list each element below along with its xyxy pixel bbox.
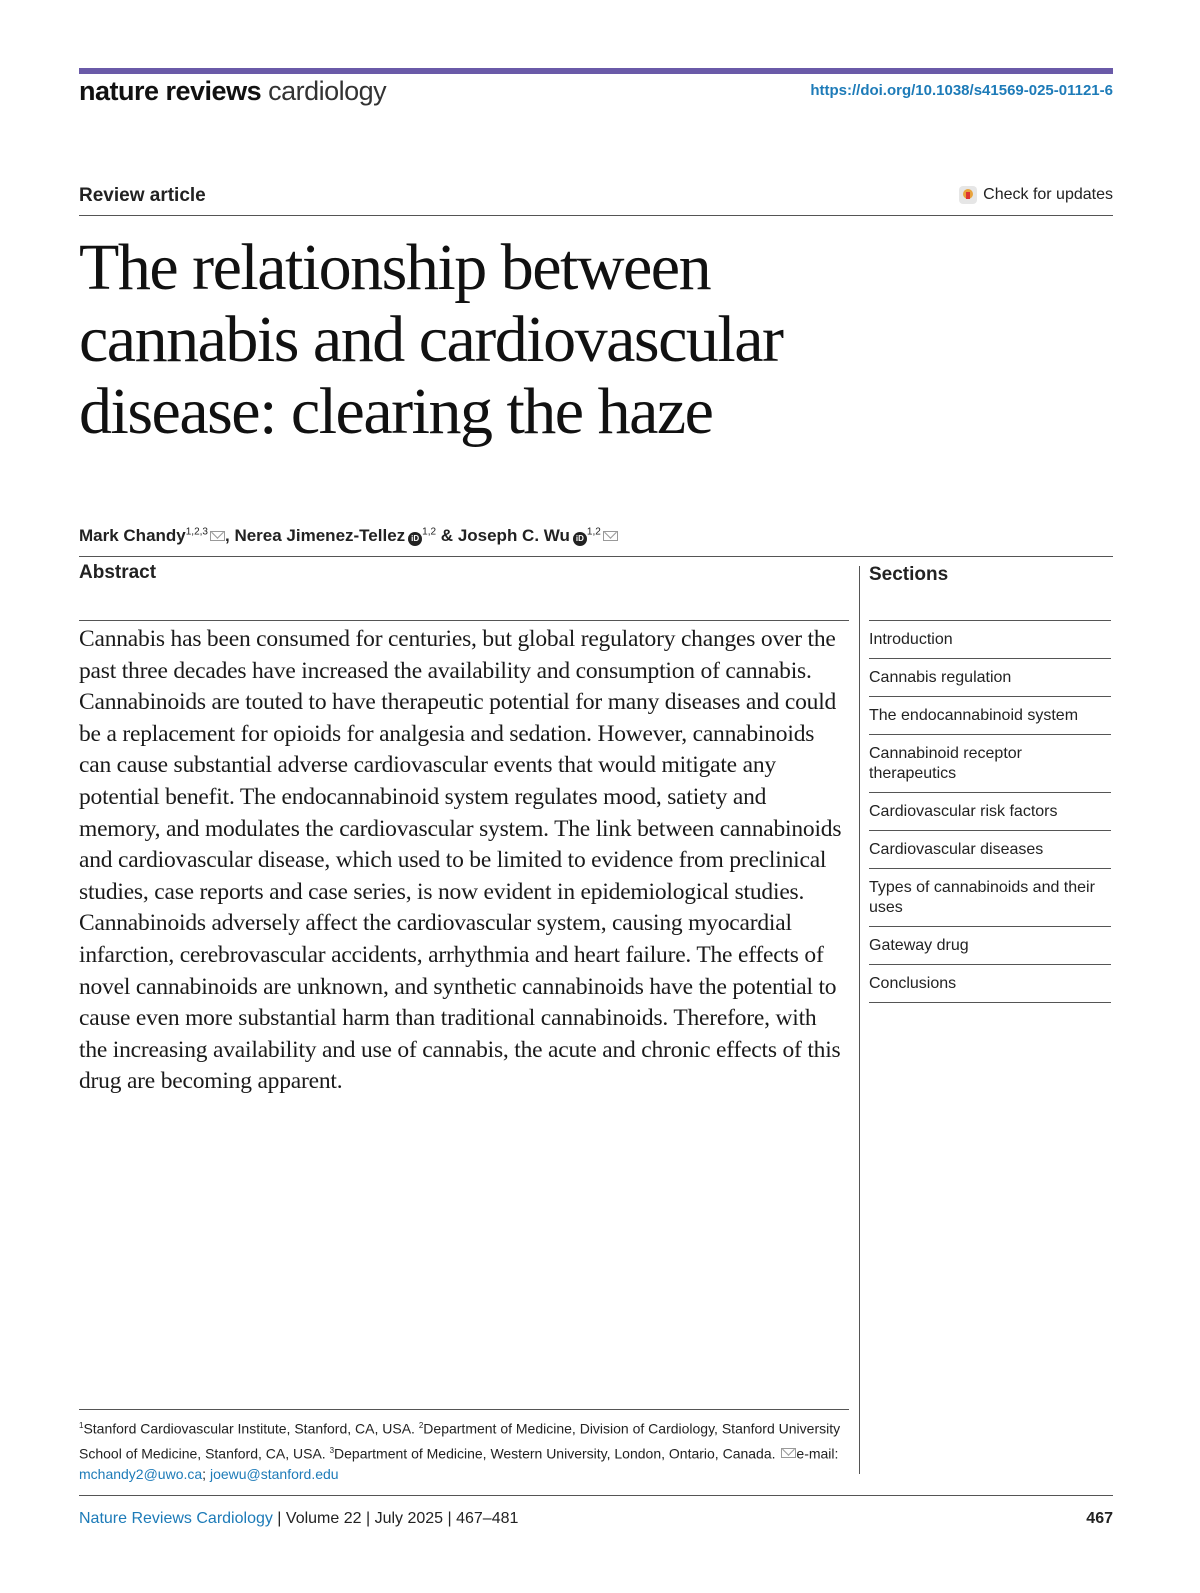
authors-divider xyxy=(79,556,1113,557)
journal-logo-bold: nature reviews xyxy=(79,76,262,106)
check-for-updates-button[interactable] xyxy=(959,186,1113,204)
email-icon xyxy=(781,1448,796,1458)
email-label: e-mail: xyxy=(796,1445,839,1462)
author-name[interactable]: Nerea Jimenez-Tellez xyxy=(234,526,406,545)
journal-logo xyxy=(79,76,386,107)
affiliation-3: Department of Medicine, Western University, London, Ontario, Canada. xyxy=(334,1445,780,1462)
section-link-cardiovascular-diseases[interactable]: Cardiovascular diseases xyxy=(869,831,1111,869)
author-separator: & xyxy=(436,526,458,545)
author-name[interactable]: Mark Chandy xyxy=(79,526,186,545)
footer-volume: Volume 22 xyxy=(285,1510,362,1527)
column-divider xyxy=(859,566,860,1474)
article-type: Review article xyxy=(79,185,206,206)
abstract-divider xyxy=(79,620,849,621)
abstract-text: Cannabis has been consumed for centuries, but global regulatory changes over the past three decades have increased the availability and consumption of cannabis. Cannabinoids are touted to have therapeutic potential for many diseases and could be a replacement for opioids for analgesia and sedation. However, cannabinoids can cause substantial adverse cardiovascular events that would mitigate any potential benefit. The endocannabinoid system regulates mood, satiety and memory, and modulates the cardiovascular system. The link between cannabinoids and cardiovascular disease, which used to be limited to evidence from preclinical studies, case reports and case series, is now evident in epidemiological studies. Cannabinoids adversely affect the cardiovascular system, causing myocardial infarction, cerebrovascular accidents, arrhythmia and heart failure. The effects of novel cannabinoids are unknown, and synthetic cannabinoids have the potential to cause even more substantial harm than traditional cannabinoids. Therefore, with the increasing availability and use of cannabis, the acute and chronic effects of this drug are becoming apparent. xyxy=(79,626,842,1095)
footer-divider xyxy=(79,1495,1113,1496)
affil-sup: 2 xyxy=(418,1421,424,1430)
author-separator: , xyxy=(225,526,235,545)
section-link-types-of-cannabinoids[interactable]: Types of cannabinoids and their uses xyxy=(869,869,1111,927)
journal-logo-light: cardiology xyxy=(268,76,387,106)
sections-list xyxy=(869,620,1111,1003)
email-icon[interactable] xyxy=(210,531,225,541)
author-affil-sup: 1,2 xyxy=(422,526,437,538)
author-name[interactable]: Joseph C. Wu xyxy=(457,526,570,545)
check-updates-icon xyxy=(959,186,977,204)
section-link-endocannabinoid-system[interactable]: The endocannabinoid system xyxy=(869,697,1111,735)
footer-date: July 2025 xyxy=(374,1510,444,1527)
footer-sep: | xyxy=(272,1510,286,1527)
author-affil-sup: 1,2,3 xyxy=(185,526,208,538)
orcid-icon[interactable]: iD xyxy=(573,532,587,546)
section-link-gateway-drug[interactable]: Gateway drug xyxy=(869,927,1111,965)
affiliations-divider xyxy=(79,1409,849,1410)
affiliation-2: Department of Medicine, Division of Cardiology, Stanford University School of Medicine, Stanford, CA, USA. xyxy=(79,1420,841,1462)
author-affil-sup: 1,2 xyxy=(586,526,601,538)
footer-sep: | xyxy=(361,1510,375,1527)
affil-sup: 3 xyxy=(329,1445,335,1455)
abstract-heading: Abstract xyxy=(79,562,157,583)
footer-citation xyxy=(79,1510,518,1528)
section-link-receptor-therapeutics[interactable]: Cannabinoid receptor therapeutics xyxy=(869,735,1111,793)
affiliations xyxy=(79,1415,849,1485)
doi-link[interactable]: https://doi.org/10.1038/s41569-025-01121-6 xyxy=(810,82,1113,99)
affiliation-1: Stanford Cardiovascular Institute, Stanford, CA, USA. xyxy=(83,1420,419,1437)
article-title: The relationship between cannabis and cardiovascular disease: clearing the haze xyxy=(79,231,783,448)
email-link-wu[interactable]: joewu@stanford.edu xyxy=(209,1466,339,1483)
section-link-conclusions[interactable]: Conclusions xyxy=(869,965,1111,1003)
header-divider xyxy=(79,215,1113,216)
sections-heading: Sections xyxy=(869,564,949,585)
email-link-chandy[interactable]: mchandy2@uwo.ca xyxy=(79,1466,203,1483)
journal-accent-bar xyxy=(79,68,1113,74)
section-link-cannabis-regulation[interactable]: Cannabis regulation xyxy=(869,659,1111,697)
footer-sep: | xyxy=(443,1510,457,1527)
orcid-icon[interactable]: iD xyxy=(408,532,422,546)
author-list xyxy=(79,526,618,546)
email-separator: ; xyxy=(202,1466,210,1483)
page-number: 467 xyxy=(1086,1510,1113,1527)
email-icon[interactable] xyxy=(603,531,618,541)
affil-sup: 1 xyxy=(79,1421,84,1430)
section-link-risk-factors[interactable]: Cardiovascular risk factors xyxy=(869,793,1111,831)
footer-journal-link[interactable]: Nature Reviews Cardiology xyxy=(79,1510,273,1527)
section-link-introduction[interactable]: Introduction xyxy=(869,621,1111,659)
check-updates-label: Check for updates xyxy=(983,186,1113,203)
footer-pages: 467–481 xyxy=(456,1510,519,1527)
